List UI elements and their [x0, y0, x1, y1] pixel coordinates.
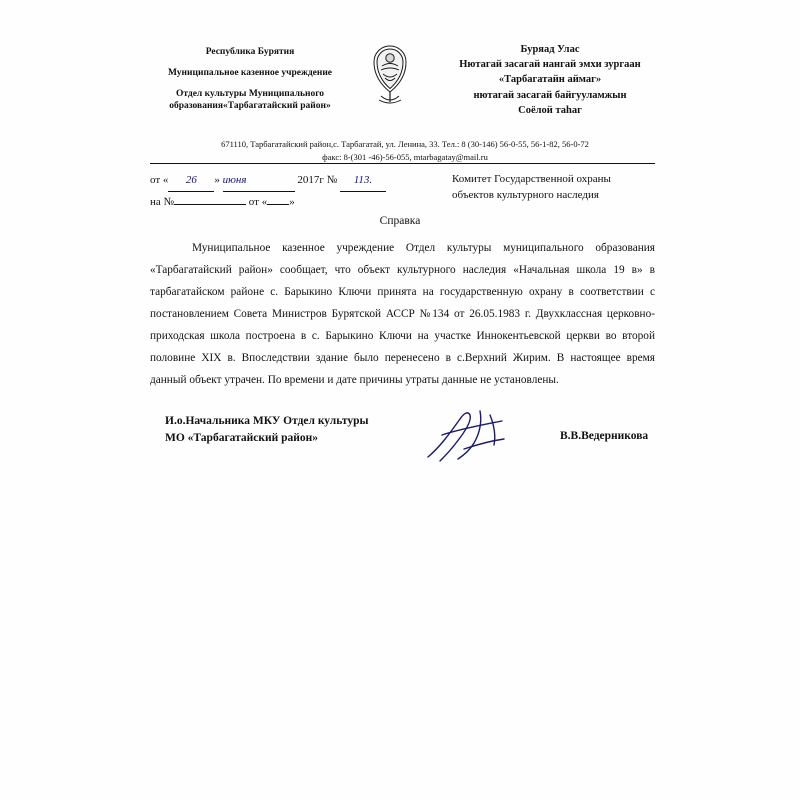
- addressee-line-2: объектов культурного наследия: [452, 188, 599, 201]
- address-line-2: факс: 8-(301 -46)-56-055, mtarbagatay@mail.ru: [322, 151, 488, 162]
- org-buryat-municipal: нютагай засагай байгууламжын: [473, 89, 627, 101]
- letterhead-right-block: [430, 40, 670, 118]
- letterhead-left-block: [150, 40, 350, 121]
- reference-quote-close: »: [214, 174, 220, 186]
- org-buryat-institution: Нютагай засагай нангай эмхи зургаан: [459, 59, 641, 71]
- coat-of-arms-icon: [368, 44, 412, 106]
- signatory-position-line-1: И.о.Начальника МКУ Отдел культуры: [165, 415, 369, 427]
- handwritten-signature-icon: [420, 405, 550, 475]
- reference-number-label: №: [326, 174, 338, 186]
- org-buryat-republic: Буряад Улас: [520, 44, 580, 55]
- reference-from-label: от «: [150, 174, 169, 186]
- reference-number-value: 113.: [340, 170, 386, 192]
- reference-day-value: 26: [168, 170, 214, 192]
- letterhead: [150, 40, 670, 121]
- letterhead-emblem-block: [351, 40, 429, 106]
- reply-number-label: на №: [150, 195, 175, 208]
- reply-number-value: [174, 204, 246, 205]
- signatory-position-line-2: МО «Тарбагатайский район»: [165, 432, 319, 445]
- address-line-1: 671110, Тарбагатайский район,с. Тарбагатай, ул. Ленина, 33. Тел.: 8 (30-146) 56-0-55, 56-1-82, 56-0-72: [221, 139, 589, 149]
- contact-address: [150, 138, 660, 164]
- org-institution: Муниципальное казенное учреждение: [167, 67, 333, 78]
- reply-date-value: [267, 204, 289, 205]
- reference-block: [150, 170, 450, 213]
- org-republic: Республика Бурятия: [205, 47, 295, 57]
- reply-date-close: »: [289, 195, 295, 208]
- signatory-position: [165, 413, 369, 448]
- reply-date-label: от «: [248, 195, 268, 208]
- header-divider: [150, 163, 655, 164]
- reference-year: 2017г: [297, 174, 324, 186]
- reference-outgoing-line: [150, 170, 450, 192]
- document-body: [150, 237, 655, 391]
- addressee-line-1: Комитет Государственной охраны: [452, 173, 611, 185]
- signatory-name: В.В.Ведерникова: [560, 430, 649, 442]
- document-title: Справка: [379, 215, 421, 227]
- org-department: Отдел культуры Муниципального образования«Тарбагатайский район»: [169, 88, 331, 112]
- org-buryat-district: «Тарбагатайн аймаг»: [498, 74, 602, 86]
- body-paragraph: Муниципальное казенное учреждение Отдел культуры муниципального образования «Тарбагатайский район» сообщает, что объект культурного наследия «Начальная школа 19 в» в тарбагатайском районе с. Барыкино Ключи принята на государственную охрану в соответствии с постановлением Совета Министров Бурятской АССР №134 от 26.05.1983 г. Двухклассная церковно-приходская школа построена в с. Барыкино Ключи на участке Иннокентьевской церкви во второй половине XIX в. Впоследствии здание было перенесено в с.Верхний Жирим. В настоящее время данный объект утрачен. По времени и дате причины утраты данные не установлены.: [150, 242, 655, 387]
- org-buryat-culture-dept: Соёлой таhаг: [518, 104, 582, 116]
- reference-incoming-line: [150, 192, 450, 213]
- reference-month-value: июня: [223, 170, 295, 192]
- addressee-block: [452, 172, 672, 204]
